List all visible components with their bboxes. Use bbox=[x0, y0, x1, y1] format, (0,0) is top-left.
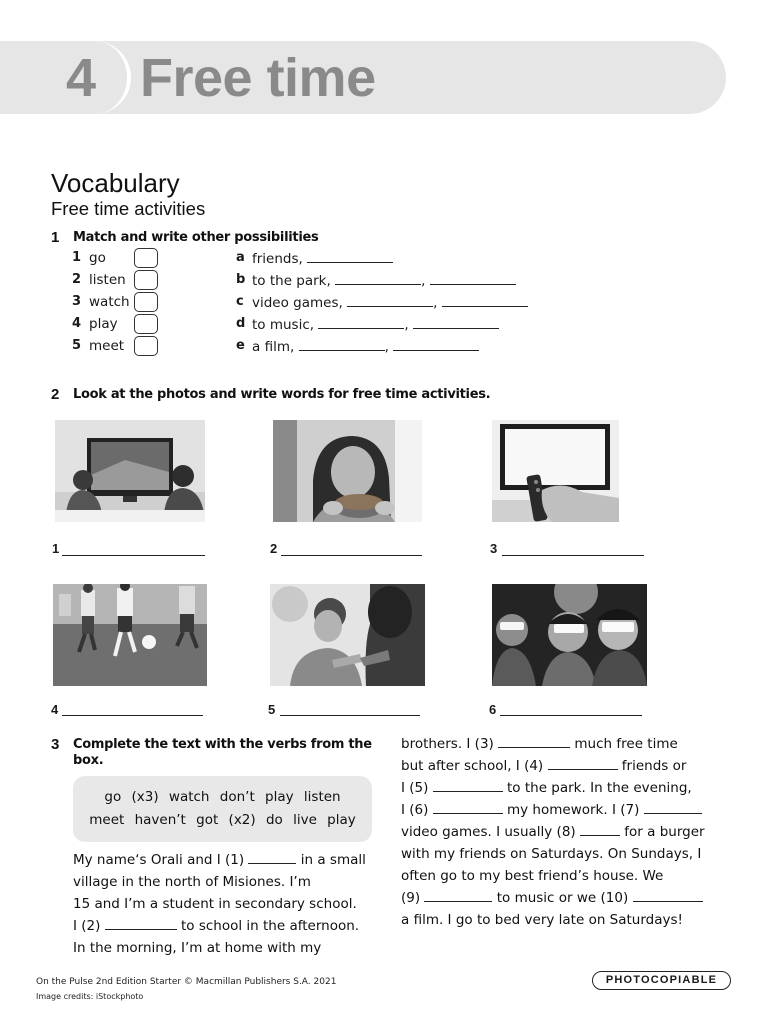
text-fragment: in a small bbox=[300, 852, 366, 868]
photo-3d-cinema bbox=[492, 584, 647, 686]
phrase: a film, , bbox=[252, 338, 479, 355]
text-fragment: I (6) bbox=[401, 802, 429, 818]
text-fragment: (9) bbox=[401, 890, 421, 906]
phrase-text: to music, bbox=[252, 317, 315, 333]
text-line: a film. I go to bed very late on Saturdays! bbox=[401, 912, 683, 928]
match-row bbox=[72, 336, 532, 358]
answer-gap-9[interactable] bbox=[424, 888, 492, 902]
text-fragment: but after school, I (4) bbox=[401, 758, 544, 774]
phrase-letter: a bbox=[236, 250, 245, 265]
answer-gap-5[interactable] bbox=[433, 778, 503, 792]
phrase bbox=[252, 250, 393, 267]
answer-gap-4[interactable] bbox=[548, 756, 618, 770]
fist-bump-icon bbox=[270, 584, 425, 686]
answer-box[interactable] bbox=[134, 336, 158, 356]
photo-remote-control-tv bbox=[492, 420, 619, 522]
photo-label-1: 1 bbox=[52, 541, 60, 556]
answer-gap-6[interactable] bbox=[433, 800, 503, 814]
answer-gap-3[interactable] bbox=[498, 734, 570, 748]
answer-line-6[interactable] bbox=[500, 715, 642, 716]
exercise-1-instruction: Match and write other possibilities bbox=[73, 230, 319, 245]
burger-scene-icon bbox=[273, 420, 422, 522]
text-fragment: friends or bbox=[621, 758, 687, 774]
exercise-3-number: 3 bbox=[51, 736, 60, 753]
text-line: often go to my best friend’s house. We bbox=[401, 868, 664, 884]
match-row bbox=[72, 248, 532, 270]
text-fragment: video games. I usually (8) bbox=[401, 824, 576, 840]
answer-line-4[interactable] bbox=[62, 715, 203, 716]
photo-label-6: 6 bbox=[489, 702, 497, 717]
phrase-letter: b bbox=[236, 272, 246, 287]
photo-girl-eating-burger bbox=[273, 420, 422, 522]
phrase: video games, , bbox=[252, 294, 528, 311]
text-line: village in the north of Misiones. I’m bbox=[73, 874, 311, 890]
text-fragment: brothers. I (3) bbox=[401, 736, 494, 752]
answer-gap-7[interactable] bbox=[644, 800, 702, 814]
verb-box-line: go (x3) watch don’t play listen bbox=[104, 789, 341, 805]
answer-gap-1[interactable] bbox=[248, 850, 296, 864]
text-fragment: for a burger bbox=[624, 824, 705, 840]
phrase-text: a film, bbox=[252, 339, 295, 355]
tv-scene-icon bbox=[55, 420, 205, 522]
text-line: In the morning, I’m at home with my bbox=[73, 940, 322, 956]
text-fragment: much free time bbox=[574, 736, 678, 752]
answer-blank[interactable] bbox=[413, 316, 499, 329]
exercise-1-number: 1 bbox=[51, 229, 60, 246]
item-number: 3 bbox=[72, 294, 82, 309]
item-number: 1 bbox=[72, 250, 82, 265]
answer-line-2[interactable] bbox=[281, 555, 422, 556]
item-number: 5 bbox=[72, 338, 82, 353]
answer-line-1[interactable] bbox=[62, 555, 205, 556]
answer-box[interactable] bbox=[134, 248, 158, 268]
photo-boys-meeting bbox=[270, 584, 425, 686]
answer-blank[interactable] bbox=[430, 272, 516, 285]
verb-box-line: meet haven’t got (x2) do live play bbox=[89, 812, 356, 828]
answer-line-5[interactable] bbox=[280, 715, 420, 716]
remote-tv-icon bbox=[492, 420, 619, 522]
item-number: 4 bbox=[72, 316, 82, 331]
item-number: 2 bbox=[72, 272, 82, 287]
text-fragment: I (5) bbox=[401, 780, 429, 796]
phrase: to the park, , bbox=[252, 272, 516, 289]
section-subtitle: Free time activities bbox=[51, 198, 206, 219]
phrase-text: to the park, bbox=[252, 273, 331, 289]
unit-number: 4 bbox=[66, 48, 97, 108]
answer-gap-2[interactable] bbox=[105, 916, 177, 930]
unit-title: Free time bbox=[140, 48, 376, 108]
phrase: to music, , bbox=[252, 316, 499, 333]
text-fragment: to the park. In the evening, bbox=[507, 780, 692, 796]
verb: watch bbox=[89, 294, 130, 310]
verb: go bbox=[89, 250, 106, 266]
verb-box bbox=[73, 776, 372, 842]
answer-gap-10[interactable] bbox=[633, 888, 703, 902]
text-fragment: I (2) bbox=[73, 918, 101, 934]
answer-blank[interactable] bbox=[393, 338, 479, 351]
text-fragment: my homework. I (7) bbox=[507, 802, 640, 818]
exercise-3-instruction-line2: box. bbox=[73, 753, 104, 768]
text-column-right bbox=[401, 733, 705, 931]
text-fragment: to school in the afternoon. bbox=[181, 918, 360, 934]
answer-blank[interactable] bbox=[318, 316, 404, 329]
football-icon bbox=[53, 584, 207, 686]
verb: meet bbox=[89, 338, 125, 354]
text-line: 15 and I’m a student in secondary school. bbox=[73, 896, 357, 912]
answer-blank[interactable] bbox=[442, 294, 528, 307]
cinema-icon bbox=[492, 584, 647, 686]
phrase-letter: d bbox=[236, 316, 246, 331]
text-column-left bbox=[73, 849, 366, 959]
photo-children-watching-tv bbox=[55, 420, 205, 522]
photo-football-match bbox=[53, 584, 207, 686]
image-credits: Image credits: iStockphoto bbox=[36, 992, 144, 1001]
answer-blank[interactable] bbox=[347, 294, 433, 307]
photo-label-4: 4 bbox=[51, 702, 59, 717]
verb: play bbox=[89, 316, 118, 332]
verb: listen bbox=[89, 272, 126, 288]
answer-blank[interactable] bbox=[335, 272, 421, 285]
copyright: On the Pulse 2nd Edition Starter © Macmillan Publishers S.A. 2021 bbox=[36, 977, 337, 987]
text-fragment: to music or we (10) bbox=[496, 890, 629, 906]
exercise-3-instruction-line1: Complete the text with the verbs from the bbox=[73, 737, 372, 752]
answer-box[interactable] bbox=[134, 270, 158, 290]
text-line: with my friends on Saturdays. On Sundays, I bbox=[401, 846, 702, 862]
exercise-2-number: 2 bbox=[51, 386, 60, 403]
phrase-text: friends, bbox=[252, 251, 303, 267]
photo-label-2: 2 bbox=[270, 541, 278, 556]
phrase-letter: e bbox=[236, 338, 245, 353]
exercise-2-instruction: Look at the photos and write words for free time activities. bbox=[73, 387, 491, 402]
answer-box[interactable] bbox=[134, 292, 158, 312]
phrase-letter: c bbox=[236, 294, 244, 309]
answer-box[interactable] bbox=[134, 314, 158, 334]
photocopiable-badge: PHOTOCOPIABLE bbox=[592, 971, 731, 990]
photo-label-5: 5 bbox=[268, 702, 276, 717]
section-title: Vocabulary bbox=[51, 168, 180, 198]
match-row bbox=[72, 314, 532, 336]
photo-label-3: 3 bbox=[490, 541, 498, 556]
match-row bbox=[72, 270, 532, 292]
text-fragment: My name‘s Orali and I (1) bbox=[73, 852, 245, 868]
answer-gap-8[interactable] bbox=[580, 822, 620, 836]
match-row bbox=[72, 292, 532, 314]
answer-blank[interactable] bbox=[299, 338, 385, 351]
phrase-text: video games, bbox=[252, 295, 343, 311]
answer-line-3[interactable] bbox=[502, 555, 644, 556]
answer-blank[interactable] bbox=[307, 250, 393, 263]
